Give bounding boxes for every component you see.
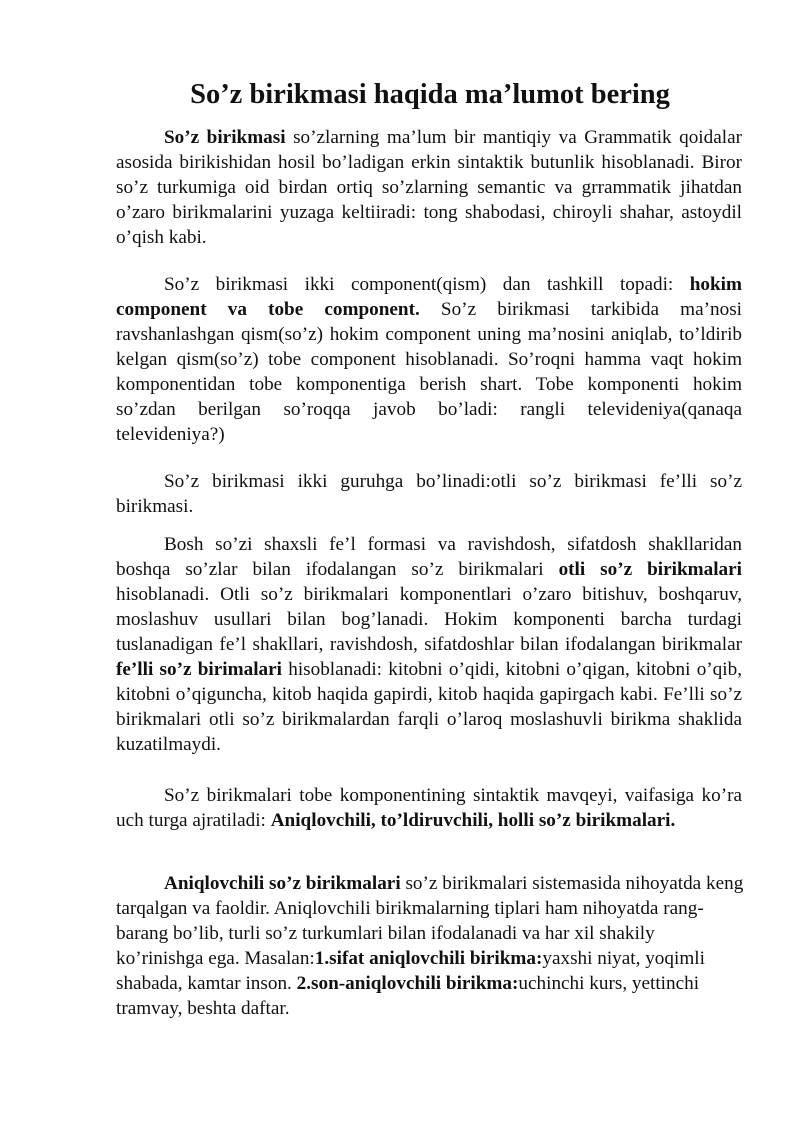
text-run: So’z birikmasi ikki guruhga bo’linadi:otli so’z birikmasi fe’lli so’z birikmasi.: [116, 471, 742, 517]
paragraph: [116, 783, 742, 833]
text-run: So’z birikmasi tarkibida ma’nosi ravshanlashgan qism(so’z) hokim component uning ma’nosini aniqlab, to’ldirib kelgan qism(so’z) tobe component hisoblanadi. So’roqni hamma vaqt hokim komponentidan tobe komponentiga berish shart. Tobe komponenti hokim so’zdan berilgan so’roqqa javob bo’ladi: rangli televideniya(qanaqa televideniya?): [116, 299, 742, 445]
text-run: yaxshi niyat, yoqimli shabada, kamtar inson.: [116, 948, 705, 994]
paragraph: [116, 469, 742, 519]
text-run: so’zlarning ma’lum bir mantiqiy va Grammatik qoidalar asosida birikishidan hosil bo’ladigan erkin sintaktik butunlik hisoblanadi. Biror so’z turkumiga oid birdan ortiq so’zlarning semantic va grrammatik jihatdan o’zaro birikmalarini yuzaga keltiiradi: tong shabodasi, chiroyli shahar, astoydil o’qish kabi.: [116, 127, 742, 248]
paragraph: [116, 125, 742, 250]
text-run: uchinchi kurs, yettinchi tramvay, beshta daftar.: [116, 973, 700, 1019]
bold-text: So’z birikmasi: [164, 127, 286, 148]
bold-text: Aniqlovchili so’z birikmalari: [164, 873, 401, 894]
bold-text: 1.sifat aniqlovchili birikma:: [314, 948, 543, 969]
text-run: so’z birikmalari sistemasida nihoyatda keng tarqalgan va faoldir. Aniqlovchili birikmalarning tiplari ham nihoyatda rang-barang bo’lib, turli so’z turkumlari bilan ifodalanadi va har xil shakily ko’rinishga ega. Masalan:: [116, 873, 744, 969]
paragraph: [116, 272, 742, 447]
text-run: Bosh so’zi shaxsli fe’l formasi va ravishdosh, sifatdosh shakllaridan boshqa so’zlar bilan ifodalangan so’z birikmalari: [116, 534, 742, 580]
paragraph: [116, 871, 746, 1021]
document-title: So’z birikmasi haqida ma’lumot bering: [190, 79, 670, 110]
bold-text: hokim component va tobe component.: [116, 274, 742, 320]
bold-text: Aniqlovchili, to’ldiruvchili, holli so’z birikmalari.: [270, 810, 676, 831]
paragraph: [116, 532, 742, 757]
text-run: hisoblanadi. Otli so’z birikmalari komponentlari o’zaro bitishuv, boshqaruv, moslashuv usullari bilan bog’lanadi. Hokim komponenti barcha turdagi tuslanadigan fe’l shakllari, ravishdosh, sifatdoshlar bilan ifodalangan birikmalar: [116, 584, 742, 655]
text-run: So’z birikmalari tobe komponentining sintaktik mavqeyi, vaifasiga ko’ra uch turga ajratiladi:: [116, 785, 742, 831]
bold-text: fe’lli so’z birimalari: [116, 659, 282, 680]
text-run: hisoblanadi: kitobni o’qidi, kitobni o’qigan, kitobni o’qib, kitobni o’qiguncha, kitob haqida gapirdi, kitob haqida gapirgach kabi. Fe’lli so’z birikmalari otli so’z birikmalardan farqli o’laroq moslashuvli birikma shaklida kuzatilmaydi.: [116, 659, 742, 755]
bold-text: 2.son-aniqlovchili birikma:: [296, 973, 519, 994]
text-run: So’z birikmasi ikki component(qism) dan tashkill topadi:: [164, 274, 690, 295]
bold-text: otli so’z birikmalari: [558, 559, 742, 580]
